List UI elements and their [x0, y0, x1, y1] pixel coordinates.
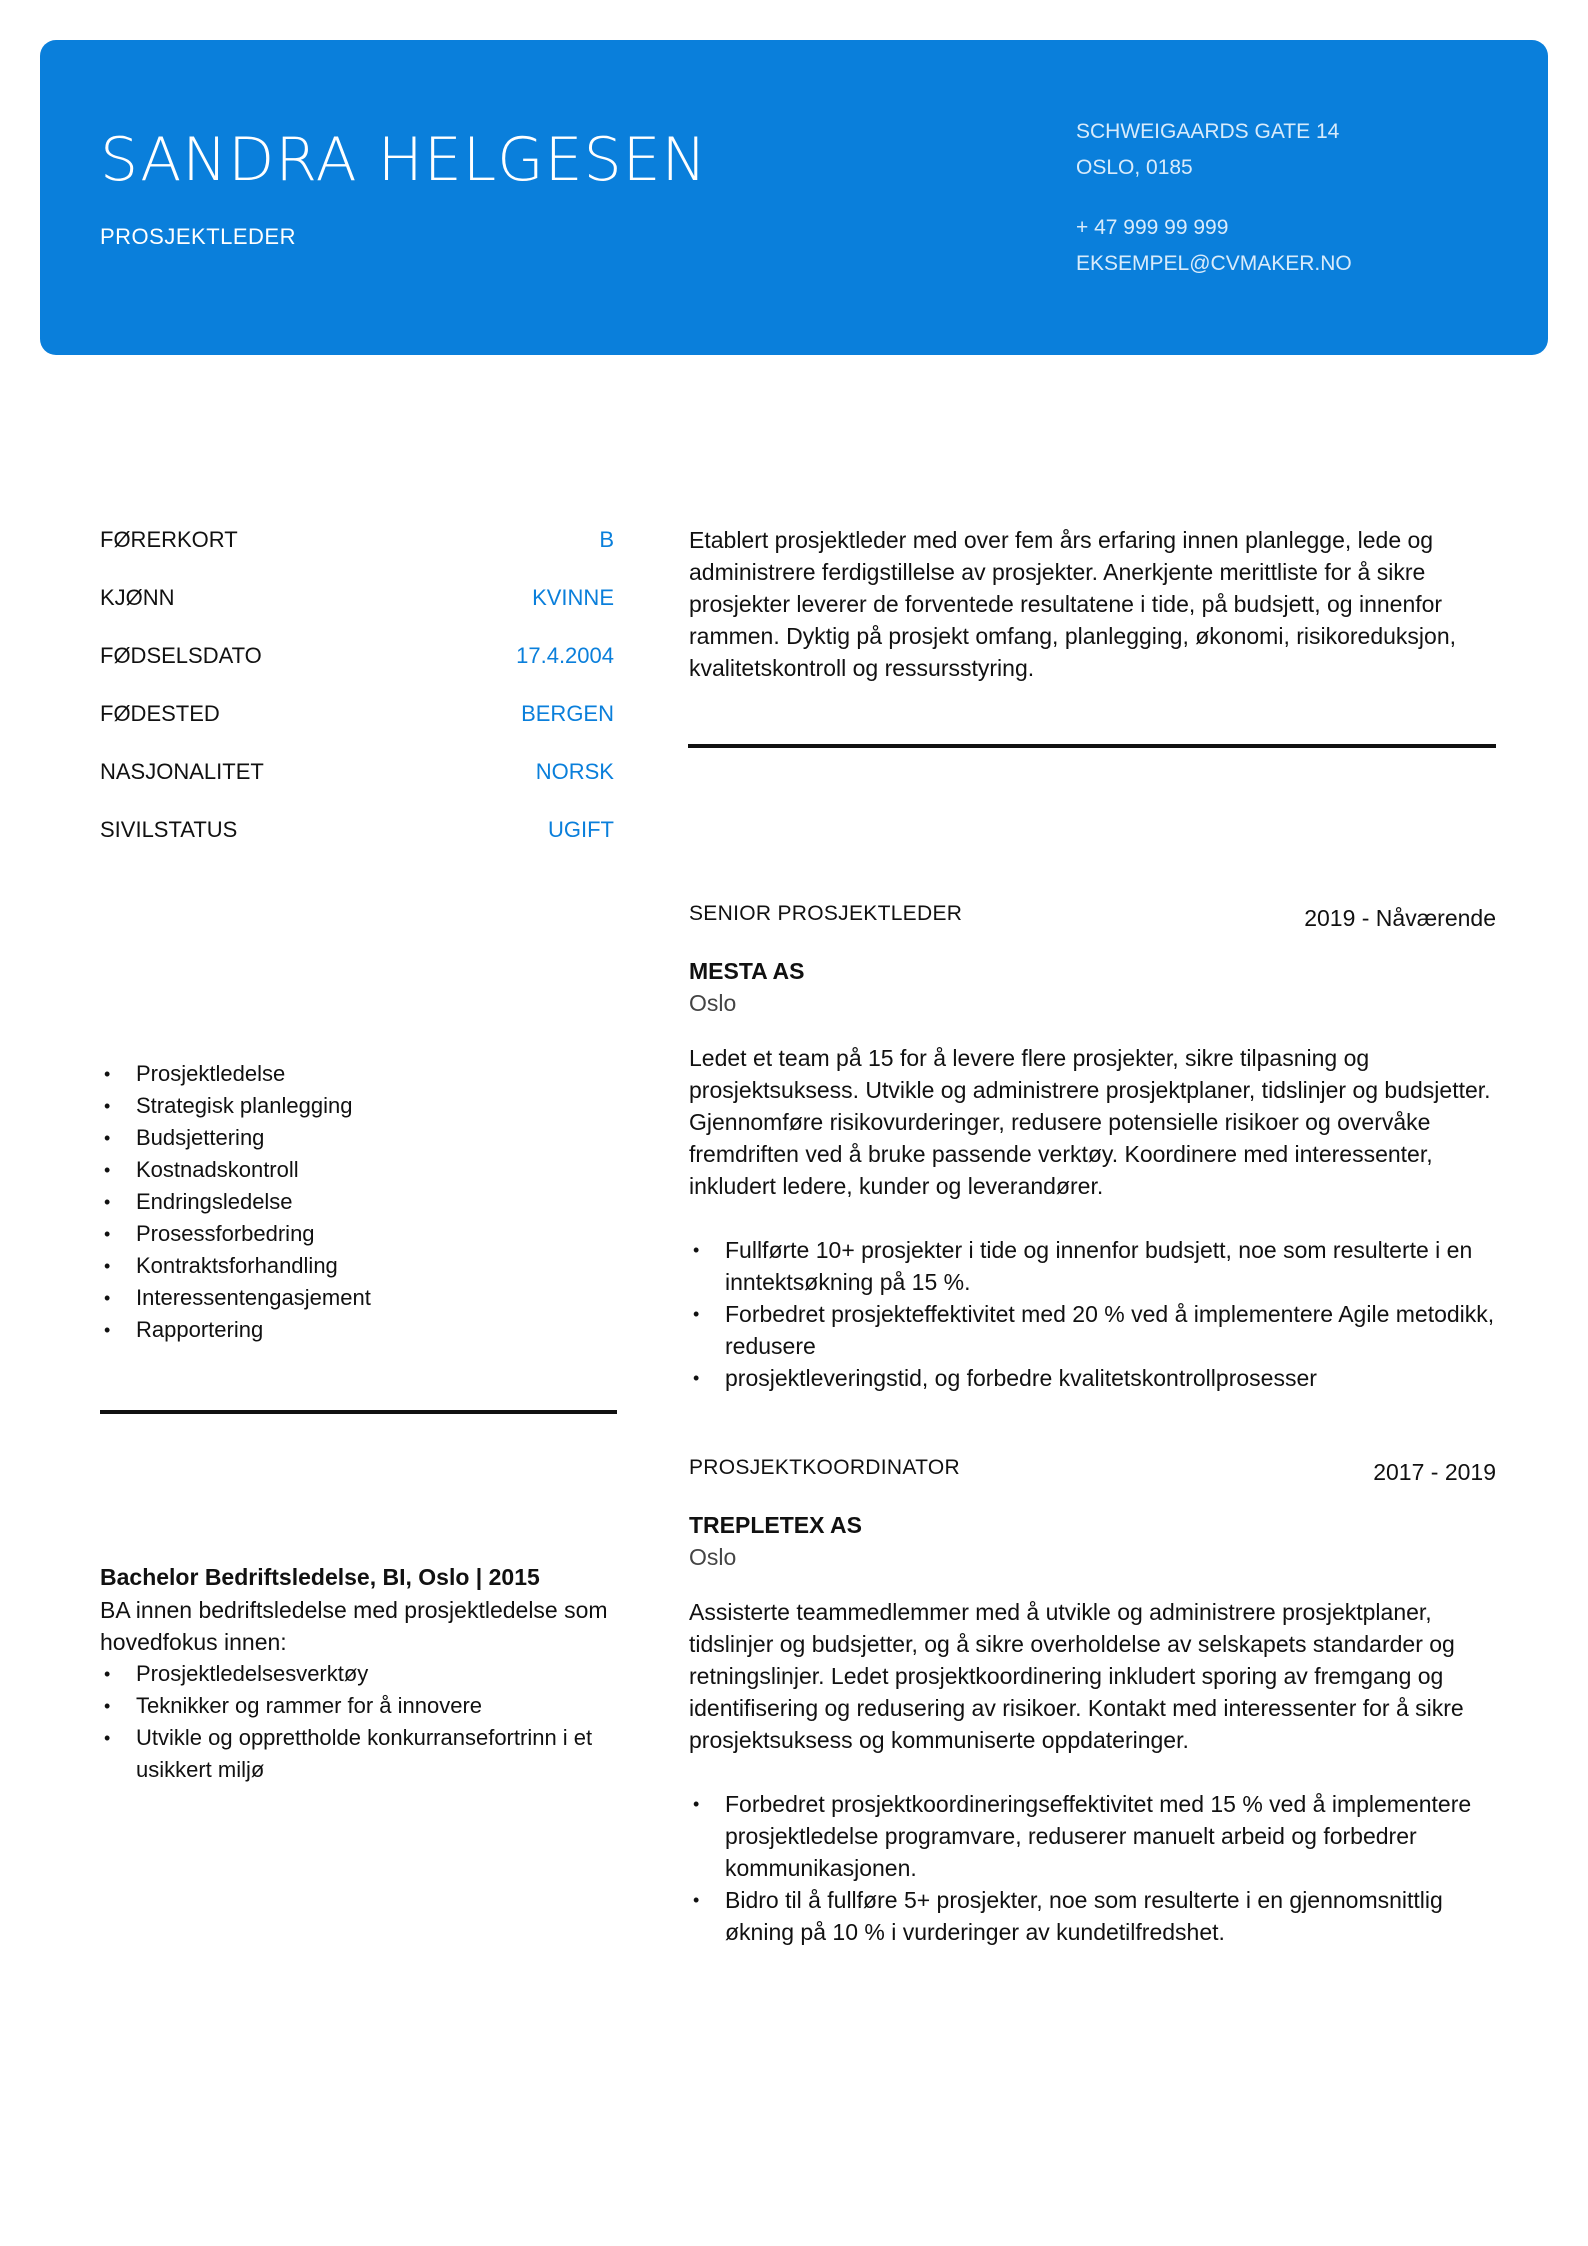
- info-row: [100, 759, 614, 785]
- divider: [688, 744, 1496, 748]
- skill-item: • Interessentengasjement: [100, 1282, 620, 1314]
- job-company: MESTA AS: [689, 958, 805, 984]
- job-dates: 2019 - Nåværende: [1304, 905, 1496, 931]
- contact-block: [1076, 114, 1352, 282]
- education-item: • Teknikker og rammer for å innovere: [100, 1690, 620, 1722]
- info-label: FØDSELSDATO: [100, 643, 262, 668]
- education-list: [100, 1658, 620, 1786]
- job-city: Oslo: [689, 1544, 737, 1570]
- info-value: UGIFT: [548, 817, 614, 842]
- job-city: Oslo: [689, 990, 737, 1016]
- skill-item: • Prosjektledelse: [100, 1058, 620, 1090]
- job-description: Ledet et team på 15 for å levere flere prosjekter, sikre tilpasning og prosjektsuksess. Utvikle og administrere prosjektplaner, tidslinjer og budsjetter. Gjennomføre risikovurderinger, redusere potensielle risikoer og overvåke fremdriften ved å bruke passende verktøy. Koordinere med interessenter, inkludert ledere, kunder og leverandører.: [689, 1045, 1491, 1199]
- section-heading: UTDANNELSE: [124, 1488, 277, 1513]
- info-row: [100, 701, 614, 727]
- skill-item: • Endringsledelse: [100, 1186, 620, 1218]
- job-description: Assisterte teammedlemmer med å utvikle og administrere prosjektplaner, tidslinjer og budsjetter, og å sikre overholdelse av selskapets standarder og retningslinjer. Ledet prosjektkoordinering inkludert sporing av fremgang og identifisering og redusering av risikoer. Kontakt med interessenter for å sikre prosjektsuksess og kommuniserte oppdateringer.: [689, 1599, 1464, 1753]
- section-tag-education: [100, 1478, 301, 1524]
- section-tag-experience: [688, 813, 953, 859]
- education-title: Bachelor Bedriftsledelse, BI, Oslo | 2015: [100, 1564, 540, 1590]
- skill-item: • Budsjettering: [100, 1122, 620, 1154]
- email: EKSEMPEL@CVMAKER.NO: [1076, 252, 1352, 275]
- section-heading: PROFIL: [712, 447, 795, 472]
- info-label: FØRERKORT: [100, 527, 238, 552]
- info-row: [100, 527, 614, 553]
- header-banner: [40, 40, 1548, 355]
- candidate-name: SANDRA HELGESEN: [100, 125, 708, 195]
- job-title: PROSJEKTLEDER: [100, 224, 296, 249]
- section-tag-profile: [688, 437, 818, 483]
- skill-item: • Strategisk planlegging: [100, 1090, 620, 1122]
- section-tag-additional-info: [100, 437, 479, 483]
- section-heading: ARBEIDSERFARING: [712, 823, 929, 848]
- job-dates: 2017 - 2019: [1373, 1459, 1496, 1485]
- section-heading: YTTERLIGERE INFORMASJON: [124, 447, 455, 472]
- job-role: SENIOR PROSJEKTLEDER: [689, 902, 963, 925]
- info-label: KJØNN: [100, 585, 175, 610]
- achievement-item: • Forbedret prosjektkoordineringseffektivitet med 15 % ved å implementere prosjektledelse programvare, reduserer manuelt arbeid og forbedrer kommunikasjonen.: [689, 1788, 1509, 1884]
- address-line-1: SCHWEIGAARDS GATE 14: [1076, 120, 1340, 143]
- info-value: NORSK: [535, 759, 614, 784]
- info-value: KVINNE: [532, 585, 614, 610]
- info-value: B: [599, 527, 614, 552]
- achievement-item: • Forbedret prosjekteffektivitet med 20 % ved å implementere Agile metodikk, redusere: [689, 1298, 1509, 1362]
- section-heading: FERDIGHETER: [124, 982, 288, 1007]
- education-item: • Prosjektledelsesverktøy: [100, 1658, 620, 1690]
- job-achievements: [689, 1788, 1509, 1948]
- info-value: BERGEN: [521, 701, 614, 726]
- skill-item: • Kontraktsforhandling: [100, 1250, 620, 1282]
- achievement-item: • Fullførte 10+ prosjekter i tide og innenfor budsjett, noe som resulterte i en inntektsøkning på 15 %.: [689, 1234, 1509, 1298]
- info-row: [100, 817, 614, 843]
- info-value: 17.4.2004: [516, 643, 614, 668]
- skill-item: • Rapportering: [100, 1314, 620, 1346]
- info-row: [100, 585, 614, 611]
- info-label: FØDESTED: [100, 701, 220, 726]
- job-role: PROSJEKTKOORDINATOR: [689, 1456, 960, 1479]
- skill-item: • Prosessforbedring: [100, 1218, 620, 1250]
- profile-text: Etablert prosjektleder med over fem års erfaring innen planlegge, lede og administrere ferdigstillelse av prosjekter. Anerkjente merittliste for å sikre prosjekter leverer de forventede resultatene i tide, på budsjett, og innenfor rammen. Dyktig på prosjekt omfang, planlegging, økonomi, risikoreduksjon, kvalitetskontroll og ressursstyring.: [689, 527, 1457, 681]
- info-row: [100, 643, 614, 669]
- skills-list: [100, 1058, 620, 1346]
- info-label: NASJONALITET: [100, 759, 264, 784]
- skill-item: • Kostnadskontroll: [100, 1154, 620, 1186]
- job-achievements: [689, 1234, 1509, 1394]
- job-company: TREPLETEX AS: [689, 1512, 862, 1538]
- achievement-item: • prosjektleveringstid, og forbedre kvalitetskontrollprosesser: [689, 1362, 1509, 1394]
- education-description: BA innen bedriftsledelse med prosjektledelse som hovedfokus innen:: [100, 1597, 608, 1655]
- divider: [100, 1410, 617, 1414]
- achievement-item: • Bidro til å fullføre 5+ prosjekter, noe som resulterte i en gjennomsnittlig økning på 10 % i vurderinger av kundetilfredshet.: [689, 1884, 1509, 1948]
- address-line-2: OSLO, 0185: [1076, 156, 1193, 179]
- info-label: SIVILSTATUS: [100, 817, 238, 842]
- education-item: • Utvikle og opprettholde konkurransefortrinn i et usikkert miljø: [100, 1722, 620, 1786]
- section-tag-skills: [100, 972, 311, 1018]
- phone: + 47 999 99 999: [1076, 216, 1229, 239]
